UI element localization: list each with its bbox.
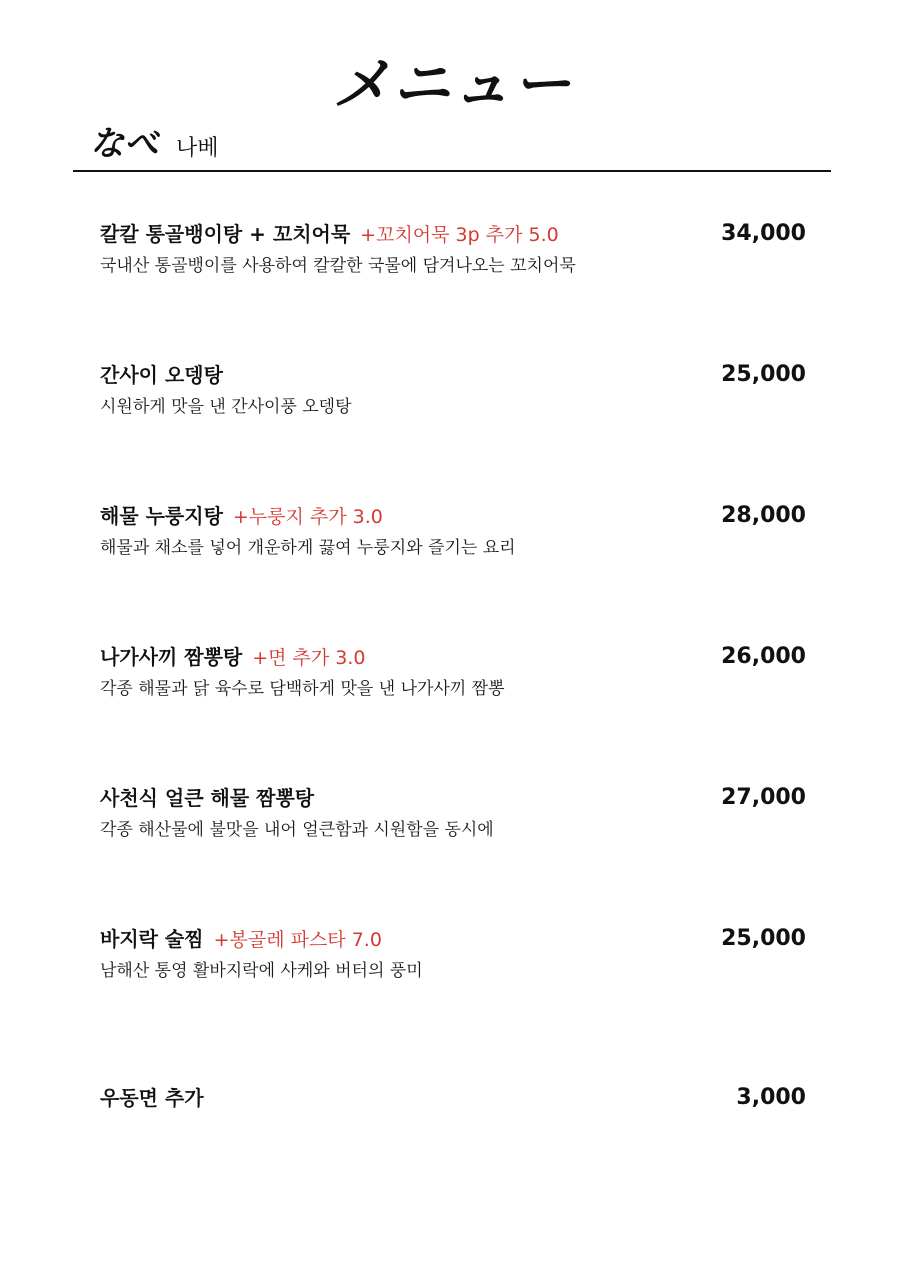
menu-item-addon: +누룽지 추가 3.0 (232, 506, 383, 528)
menu-item-name: 간사이 오뎅탕 (100, 363, 223, 387)
menu-item (100, 360, 806, 420)
menu-item-name: 사천식 얼큰 해물 짬뽕탕 (100, 786, 315, 810)
menu-item-name: 해물 누룽지탕 +누룽지 추가 3.0 (100, 504, 383, 528)
section-header (90, 124, 219, 164)
section-divider (73, 170, 831, 172)
menu-item-description: 남해산 통영 활바지락에 사케와 버터의 풍미 (100, 961, 423, 981)
menu-item (100, 924, 806, 984)
menu-item-addon: +봉골레 파스타 7.0 (213, 929, 382, 951)
menu-item-description: 각종 해물과 닭 육수로 담백하게 맛을 낸 나가사끼 짬뽕 (100, 679, 505, 699)
section-title-japanese: なべ (90, 124, 158, 164)
menu-item-description: 해물과 채소를 넣어 개운하게 끓여 누룽지와 즐기는 요리 (100, 538, 516, 558)
menu-item-description: 각종 해산물에 불맛을 내어 얼큰함과 시원함을 동시에 (100, 820, 494, 840)
menu-item-price: 26,000 (721, 644, 806, 669)
menu-item (100, 219, 806, 279)
menu-item-addon: +면 추가 3.0 (252, 647, 366, 669)
menu-item-price: 28,000 (721, 503, 806, 528)
menu-item-price: 25,000 (721, 362, 806, 387)
menu-item-price: 34,000 (721, 221, 806, 246)
menu-item-price: 3,000 (736, 1085, 806, 1110)
menu-item-addon: +꼬치어묵 3p 추가 5.0 (360, 224, 559, 246)
menu-item (100, 501, 806, 561)
menu-item (100, 642, 806, 702)
menu-item (100, 1083, 806, 1113)
menu-item-name: 나가사끼 짬뽕탕 +면 추가 3.0 (100, 645, 366, 669)
menu-item-description: 국내산 통골뱅이를 사용하여 칼칼한 국물에 담겨나오는 꼬치어묵 (100, 256, 576, 276)
menu-item-name: 바지락 술찜 +봉골레 파스타 7.0 (100, 927, 382, 951)
menu-item-name: 칼칼 통골뱅이탕 + 꼬치어묵 +꼬치어묵 3p 추가 5.0 (100, 222, 559, 246)
menu-item-price: 27,000 (721, 785, 806, 810)
menu-item-name: 우동면 추가 (100, 1086, 204, 1110)
menu-item-price: 25,000 (721, 926, 806, 951)
section-title-korean: 나베 (176, 136, 219, 161)
menu-item (100, 783, 806, 843)
menu-title: メニュー (332, 50, 573, 118)
menu-item-description: 시원하게 맛을 낸 간사이풍 오뎅탕 (100, 397, 352, 417)
